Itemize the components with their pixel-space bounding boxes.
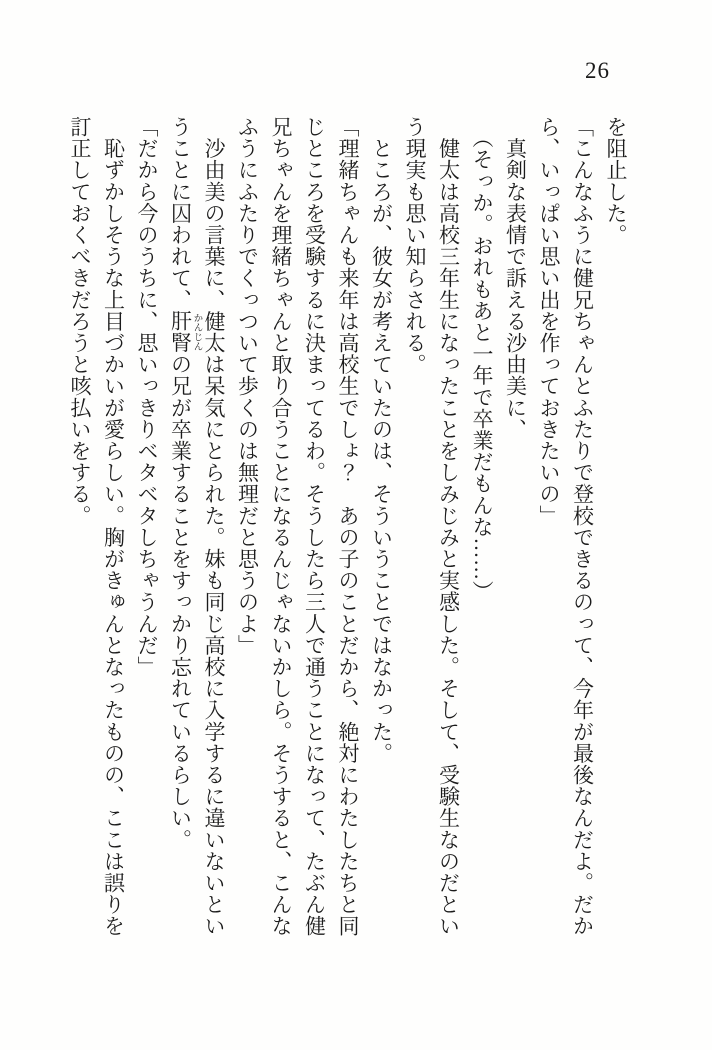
paragraph-1: を阻止した。 [604,116,628,246]
paragraph-6: ところが、彼女が考えていたのは、そういうことではなかった。 [369,116,394,764]
paragraph-7: 「理緒ちゃんも来年は高校生でしょ？ あの子のことだから、絶対にわたしたちと同じところを受験するに決まってるわ。そうしたら三人で通うことになって、たぶん健兄ちゃんを理緒ちゃんと取り合うことになるんじゃないかしら。そうすると、こんなふうにふたりでくっついて歩くのは無理だと思うのよ」 [235,116,360,937]
paragraph-2: 「こんなふうに健兄ちゃんとふたりで登校できるのって、今年が最後なんだよ。だから、いっぱい思い出を作っておきたいの」 [537,116,595,937]
paragraph-10: 恥ずかしそうな上目づかいが愛らしい。胸がきゅんとなったものの、ここは誤りを訂正しておくべきだろうと咳払いをする。 [68,116,126,937]
page-number: 26 [585,58,610,83]
paragraph-4: （そっか。おれもあと一年で卒業だもんな……） [470,116,494,603]
paragraph-8: 沙由美の言葉に、健太は呆気にとられた。妹も同じ高校に入学するに違いないということに囚われて、肝腎 かんじんの兄が卒業することをすっかり忘れているらしい。 [168,116,226,937]
paragraph-3: 真剣な表情で訴える沙由美に、 [503,116,528,440]
ruby-annotation: 肝腎 かんじん [168,310,202,354]
paragraph-5: 健太は高校三年生になったことをしみじみと実感した。そして、受験生なのだという現実も思い知らされる。 [403,116,461,937]
ruby-reading: かんじん [191,310,202,354]
paragraph-9: 「だから今のうちに、思いっきりベタベタしちゃうんだ」 [135,116,159,678]
text-block [63,116,633,938]
